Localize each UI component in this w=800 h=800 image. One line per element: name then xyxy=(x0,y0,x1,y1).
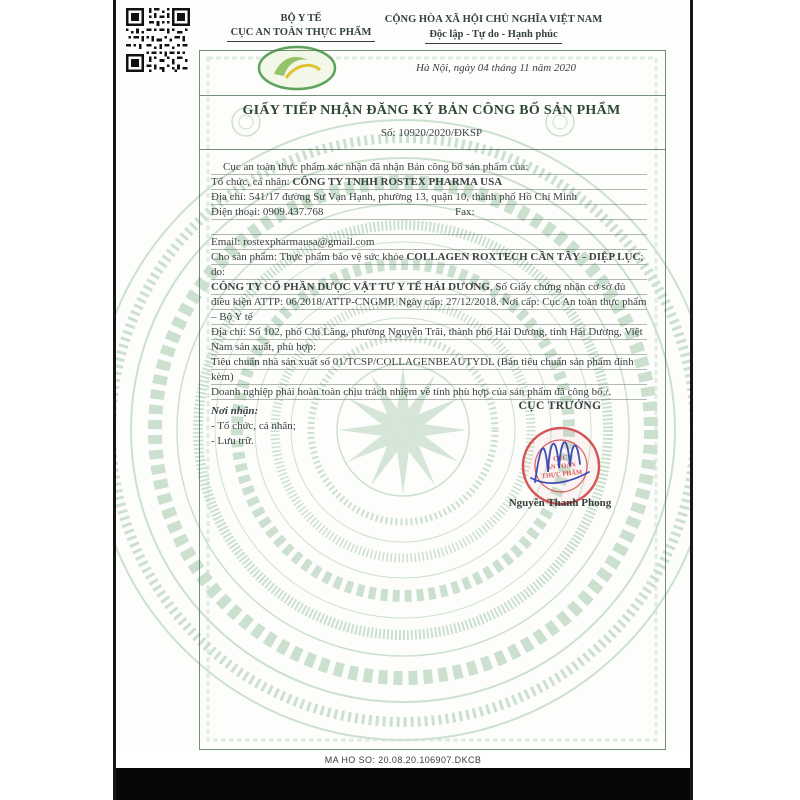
stamp-text: AN TOÀN xyxy=(545,461,577,472)
dateline: Hà Nội, ngày 04 tháng 11 năm 2020 xyxy=(416,62,576,74)
product-line xyxy=(211,250,647,280)
certificate-photo xyxy=(113,0,693,800)
signer-title: CỤC TRƯỞNG xyxy=(518,400,602,412)
organization-name: CÔNG TY TNHH ROSTEX PHARMA USA xyxy=(292,176,503,188)
organization-label: Tổ chức, cá nhân: xyxy=(211,176,293,188)
recipient-item: - Lưu trữ. xyxy=(211,435,254,447)
issuing-authority-block xyxy=(206,12,396,42)
phone-fax-line xyxy=(211,205,647,220)
address-line: Địa chỉ: 541/17 đường Sư Vạn Hạnh, phường 13, quận 10, thành phố Hồ Chí Minh xyxy=(211,191,578,203)
manufacturer-name: CÔNG TY CỔ PHẦN DƯỢC VẬT TƯ Y TẾ HẢI DƯƠNG xyxy=(211,281,490,293)
standard-line: Tiêu chuẩn nhà sản xuất số 01/TCSP/COLLAGENBEAUTYDL (Bản tiêu chuẩn sản phẩm đính kèm) xyxy=(211,356,634,383)
qr-code xyxy=(126,8,190,72)
phone-value: Điện thoại: 0909.437.768 xyxy=(211,206,324,218)
certificate-body xyxy=(211,160,647,400)
recipients-title: Nơi nhận: xyxy=(211,405,259,417)
manufacturer-details: , Số Giấy chứng nhận cơ sở đủ điều kiện ATTP: 06/2018/ATTP-CNGMP. Ngày cấp: 27/12/2018. Nơi cấp: Cục An toàn thực phẩm – Bộ Y tế xyxy=(211,281,647,323)
document-number: Số: 10920/2020/ĐKSP xyxy=(380,127,483,139)
manufacturer-address-line: Địa chỉ: Số 102, phố Chi Lăng, phường Nguyễn Trãi, thành phố Hải Dương, tỉnh Hải Dương, Việt Nam sản xuất, phù hợp: xyxy=(211,326,643,353)
recipient-item: - Tổ chức, cá nhân; xyxy=(211,420,296,432)
responsibility-line: Doanh nghiệp phải hoàn toàn chịu trách nhiệm về tính phù hợp của sản phẩm đã công bố./. xyxy=(211,386,612,398)
republic-title: CỘNG HÒA XÃ HỘI CHỦ NGHĨA VIỆT NAM xyxy=(384,14,603,25)
national-motto-block xyxy=(371,12,616,44)
stamp-text: THỰC PHẨM xyxy=(541,468,583,481)
document-title: GIẤY TIẾP NHẬN ĐĂNG KÝ BẢN CÔNG BỐ SẢN PHẨM xyxy=(242,103,621,118)
blank-ruled-row xyxy=(211,220,647,235)
department-name: CỤC AN TOÀN THỰC PHẨM xyxy=(227,26,376,42)
product-label: Cho sản phẩm: Thực phẩm bảo vệ sức khỏe xyxy=(211,251,407,263)
motto-line: Độc lập - Tự do - Hạnh phúc xyxy=(425,27,561,44)
organization-line xyxy=(211,175,647,190)
signer-name: Nguyễn Thanh Phong xyxy=(508,497,612,509)
email-line: Email: rostexpharmausa@gmail.com xyxy=(211,236,375,248)
intro-line: Cục an toàn thực phẩm xác nhận đã nhận Bản công bố sản phẩm của: xyxy=(223,161,529,173)
manufacturer-line xyxy=(211,280,647,325)
product-name: COLLAGEN ROXTECH CẦN TÂY - DIỆP LỤC xyxy=(406,251,641,263)
file-code-strip: MA HO SO: 20.08.20.106907.DKCB xyxy=(116,752,690,768)
product-suffix: ; do: xyxy=(211,251,644,278)
title-divider-line xyxy=(199,149,666,150)
ministry-name: BỘ Y TẾ xyxy=(280,13,322,24)
fax-label: Fax: xyxy=(455,206,475,218)
stamp-text: CỤC xyxy=(552,454,568,463)
recipients-block xyxy=(211,404,296,449)
bottom-black-bar xyxy=(116,768,690,800)
header-divider-line xyxy=(199,95,666,96)
